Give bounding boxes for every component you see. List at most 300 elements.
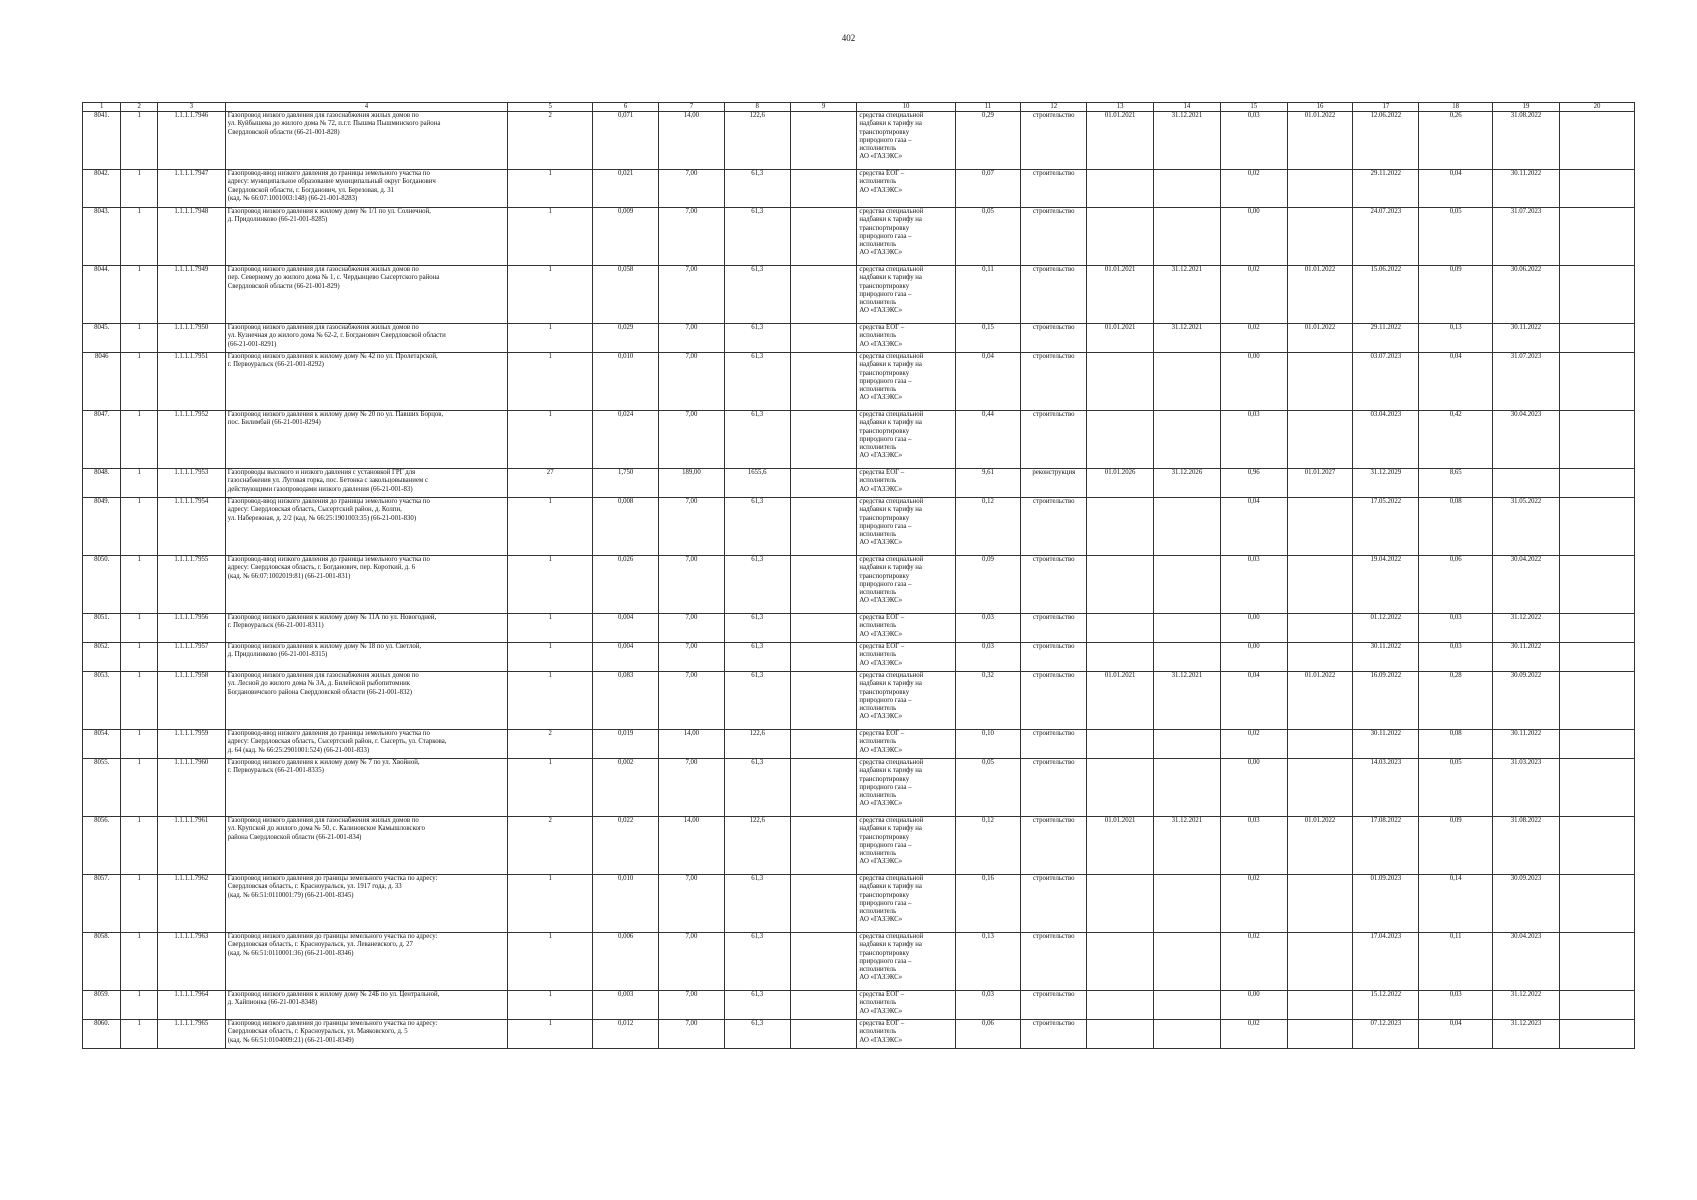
table-cell: 0,02 [1220, 324, 1287, 353]
table-cell: 31.03.2023 [1493, 759, 1560, 817]
table-cell: 1.1.1.1.7946 [157, 112, 225, 170]
table-cell: 0,02 [1220, 933, 1287, 991]
table-cell: строительство [1021, 556, 1087, 614]
table-cell: 8051. [83, 614, 121, 643]
table-cell: 07.12.2023 [1353, 1020, 1419, 1049]
table-cell: строительство [1021, 933, 1087, 991]
table-cell [1154, 614, 1221, 643]
table-cell [790, 730, 857, 759]
column-header: 13 [1087, 103, 1154, 112]
column-number-header-row [83, 103, 1635, 112]
table-cell: 01.01.2022 [1287, 266, 1353, 324]
table-cell: 0,32 [955, 672, 1021, 730]
table-cell: 01.09.2023 [1353, 875, 1419, 933]
table-cell [1559, 672, 1634, 730]
table-cell: 1.1.1.1.7953 [157, 469, 225, 498]
table-cell: 1 [121, 614, 157, 643]
table-cell: 61,3 [724, 759, 790, 817]
column-header: 16 [1287, 103, 1353, 112]
table-cell: 1.1.1.1.7952 [157, 411, 225, 469]
object-description-cell: Газопровод низкого давления для газоснабжения жилых домов по ул. Кузнечная до жилого дома № 62-2, г. Богданович Свердловской области (66-21-001-8291) [225, 324, 507, 353]
table-cell [1154, 353, 1221, 411]
table-cell: 1 [508, 875, 593, 933]
table-cell [790, 266, 857, 324]
table-cell: 0,28 [1419, 672, 1493, 730]
table-cell: 0,08 [1419, 730, 1493, 759]
table-cell: 1.1.1.1.7950 [157, 324, 225, 353]
table-cell: 0,04 [1419, 353, 1493, 411]
page-number: 402 [841, 33, 856, 43]
table-cell: 1.1.1.1.7954 [157, 498, 225, 556]
table-cell [1154, 643, 1221, 672]
table-cell: 31.12.2026 [1154, 469, 1221, 498]
table-cell [1087, 353, 1154, 411]
table-cell [790, 933, 857, 991]
funding-source-cell: средства ЕОГ – исполнитель АО «ГАЗЭКС» [857, 643, 955, 672]
table-cell: 0,06 [955, 1020, 1021, 1049]
table-cell: 17.04.2023 [1353, 933, 1419, 991]
table-cell: строительство [1021, 324, 1087, 353]
table-cell: 61,3 [724, 1020, 790, 1049]
table-cell: 0,02 [1220, 266, 1287, 324]
table-cell: 0,03 [955, 643, 1021, 672]
table-cell: 14.03.2023 [1353, 759, 1419, 817]
table-cell: 30.11.2022 [1493, 730, 1560, 759]
table-cell [1087, 614, 1154, 643]
table-cell [1154, 556, 1221, 614]
table-cell [1154, 759, 1221, 817]
table-cell: 0,029 [593, 324, 659, 353]
table-cell: 1.1.1.1.7961 [157, 817, 225, 875]
table-cell: 1 [508, 556, 593, 614]
table-cell: 7,00 [659, 614, 725, 643]
table-cell [1087, 556, 1154, 614]
table-cell: 1.1.1.1.7960 [157, 759, 225, 817]
table-cell: 31.12.2022 [1493, 614, 1560, 643]
table-cell: 8049. [83, 498, 121, 556]
table-cell: 7,00 [659, 498, 725, 556]
table-cell: 01.01.2021 [1087, 817, 1154, 875]
table-cell: 0,12 [955, 498, 1021, 556]
funding-source-cell: средства ЕОГ – исполнитель АО «ГАЗЭКС» [857, 730, 955, 759]
table-cell: 61,3 [724, 324, 790, 353]
table-cell: строительство [1021, 672, 1087, 730]
table-row [83, 353, 1635, 411]
table-cell: 0,03 [1220, 112, 1287, 170]
table-cell: 0,11 [1419, 933, 1493, 991]
table-cell: 0,03 [955, 991, 1021, 1020]
table-cell: строительство [1021, 498, 1087, 556]
table-cell: 1.1.1.1.7949 [157, 266, 225, 324]
table-cell [1559, 933, 1634, 991]
column-header: 7 [659, 103, 725, 112]
funding-source-cell: средства специальной надбавки к тарифу на транспортировку природного газа – исполнитель АО «ГАЗЭКС» [857, 112, 955, 170]
table-cell: 1 [121, 498, 157, 556]
funding-source-cell: средства ЕОГ – исполнитель АО «ГАЗЭКС» [857, 1020, 955, 1049]
table-cell: 61,3 [724, 266, 790, 324]
table-cell: 0,14 [1419, 875, 1493, 933]
table-cell [790, 498, 857, 556]
table-cell: 7,00 [659, 672, 725, 730]
table-cell [1559, 353, 1634, 411]
table-cell: 0,16 [955, 875, 1021, 933]
table-row [83, 112, 1635, 170]
table-cell: 0,002 [593, 759, 659, 817]
funding-source-cell: средства ЕОГ – исполнитель АО «ГАЗЭКС» [857, 469, 955, 498]
table-cell [1287, 170, 1353, 208]
table-cell: 8057. [83, 875, 121, 933]
table-cell: 7,00 [659, 353, 725, 411]
table-row [83, 469, 1635, 498]
table-row [83, 672, 1635, 730]
table-cell [1154, 170, 1221, 208]
table-cell: 31.12.2021 [1154, 112, 1221, 170]
funding-source-cell: средства ЕОГ – исполнитель АО «ГАЗЭКС» [857, 170, 955, 208]
table-cell: 7,00 [659, 556, 725, 614]
table-cell: 8048. [83, 469, 121, 498]
table-cell: 1 [121, 1020, 157, 1049]
table-cell: 61,3 [724, 643, 790, 672]
table-cell [1559, 208, 1634, 266]
table-cell: 0,004 [593, 614, 659, 643]
table-cell [1287, 643, 1353, 672]
column-header: 6 [593, 103, 659, 112]
table-cell [790, 672, 857, 730]
table-cell: 1 [508, 672, 593, 730]
table-cell [1287, 933, 1353, 991]
table-cell: 0,07 [955, 170, 1021, 208]
table-cell: 0,083 [593, 672, 659, 730]
table-cell [1287, 875, 1353, 933]
table-cell: 1.1.1.1.7965 [157, 1020, 225, 1049]
table-cell: 01.01.2021 [1087, 266, 1154, 324]
table-cell: 61,3 [724, 991, 790, 1020]
table-cell: 2 [508, 730, 593, 759]
table-cell [1559, 875, 1634, 933]
funding-source-cell: средства ЕОГ – исполнитель АО «ГАЗЭКС» [857, 991, 955, 1020]
funding-source-cell: средства специальной надбавки к тарифу на транспортировку природного газа – исполнитель АО «ГАЗЭКС» [857, 266, 955, 324]
table-cell: 1 [121, 730, 157, 759]
column-header: 11 [955, 103, 1021, 112]
table-cell [790, 759, 857, 817]
table-row [83, 643, 1635, 672]
column-header: 9 [790, 103, 857, 112]
column-header: 18 [1419, 103, 1493, 112]
table-cell: 0,04 [1419, 1020, 1493, 1049]
table-cell: 61,3 [724, 411, 790, 469]
table-cell: 1 [508, 1020, 593, 1049]
funding-source-cell: средства специальной надбавки к тарифу на транспортировку природного газа – исполнитель АО «ГАЗЭКС» [857, 672, 955, 730]
table-cell [1287, 208, 1353, 266]
table-cell: 1 [508, 614, 593, 643]
column-header: 20 [1559, 103, 1634, 112]
column-header: 5 [508, 103, 593, 112]
table-cell: 8052. [83, 643, 121, 672]
table-cell: 01.01.2021 [1087, 672, 1154, 730]
table-cell: 1 [121, 353, 157, 411]
table-cell [1087, 498, 1154, 556]
table-cell: 1 [121, 411, 157, 469]
table-cell [1087, 759, 1154, 817]
table-cell: 12.06.2022 [1353, 112, 1419, 170]
table-cell: 0,021 [593, 170, 659, 208]
funding-source-cell: средства специальной надбавки к тарифу на транспортировку природного газа – исполнитель АО «ГАЗЭКС» [857, 759, 955, 817]
table-cell [1087, 1020, 1154, 1049]
table-cell: 8053. [83, 672, 121, 730]
funding-source-cell: средства специальной надбавки к тарифу на транспортировку природного газа – исполнитель АО «ГАЗЭКС» [857, 875, 955, 933]
table-row [83, 170, 1635, 208]
table-cell: 1 [508, 324, 593, 353]
table-cell: 30.11.2022 [1493, 324, 1560, 353]
table-cell [790, 170, 857, 208]
table-cell [1493, 469, 1560, 498]
table-cell: 0,09 [1419, 266, 1493, 324]
table-cell [790, 614, 857, 643]
column-header: 1 [83, 103, 121, 112]
table-cell: 0,12 [955, 817, 1021, 875]
table-cell: 8045. [83, 324, 121, 353]
table-cell: 0,03 [1220, 817, 1287, 875]
table-cell: 0,02 [1220, 875, 1287, 933]
column-header: 14 [1154, 103, 1221, 112]
table-cell: 0,04 [1419, 170, 1493, 208]
table-cell: 1 [121, 875, 157, 933]
table-cell: 0,006 [593, 933, 659, 991]
table-cell [1559, 759, 1634, 817]
table-cell: 31.12.2021 [1154, 266, 1221, 324]
funding-source-cell: средства специальной надбавки к тарифу на транспортировку природного газа – исполнитель АО «ГАЗЭКС» [857, 208, 955, 266]
table-cell: 7,00 [659, 411, 725, 469]
table-cell: 1.1.1.1.7958 [157, 672, 225, 730]
table-cell: 2 [508, 112, 593, 170]
table-cell: 01.01.2022 [1287, 817, 1353, 875]
table-cell: 0,00 [1220, 208, 1287, 266]
table-cell: 1.1.1.1.7956 [157, 614, 225, 643]
table-cell: строительство [1021, 411, 1087, 469]
table-cell: 8047. [83, 411, 121, 469]
table-cell [1287, 411, 1353, 469]
table-cell: 1 [121, 469, 157, 498]
table-cell [1087, 875, 1154, 933]
table-cell: 0,00 [1220, 353, 1287, 411]
table-cell [1287, 614, 1353, 643]
table-cell: реконструкция [1021, 469, 1087, 498]
table-cell: 0,06 [1419, 556, 1493, 614]
table-cell: 29.11.2022 [1353, 324, 1419, 353]
table-cell: 1 [121, 556, 157, 614]
table-cell: 1 [508, 353, 593, 411]
table-cell: 1 [508, 991, 593, 1020]
table-cell: 30.09.2023 [1493, 875, 1560, 933]
table-cell [1287, 556, 1353, 614]
table-cell [1154, 208, 1221, 266]
table-cell: 2 [508, 817, 593, 875]
table-cell: строительство [1021, 643, 1087, 672]
table-cell: 8042. [83, 170, 121, 208]
funding-source-cell: средства специальной надбавки к тарифу на транспортировку природного газа – исполнитель АО «ГАЗЭКС» [857, 817, 955, 875]
table-cell [1559, 266, 1634, 324]
table-cell: 1.1.1.1.7957 [157, 643, 225, 672]
table-cell: строительство [1021, 817, 1087, 875]
table-cell: 0,058 [593, 266, 659, 324]
table-cell: 30.04.2022 [1493, 556, 1560, 614]
table-cell [1154, 933, 1221, 991]
table-cell [790, 875, 857, 933]
table-cell: строительство [1021, 208, 1087, 266]
table-cell: 7,00 [659, 991, 725, 1020]
object-description-cell: Газопровод низкого давления до границы земельного участка по адресу: Свердловская область, г. Красноуральск, ул. Леваневского, д. 27 (кад. № 66:51:0110001:36) (66-21-001-8346) [225, 933, 507, 991]
table-cell [1559, 643, 1634, 672]
table-cell: 0,03 [1419, 643, 1493, 672]
table-cell [1559, 730, 1634, 759]
table-cell: 7,00 [659, 170, 725, 208]
table-cell: 0,022 [593, 817, 659, 875]
table-cell: 0,03 [955, 614, 1021, 643]
table-cell: 0,012 [593, 1020, 659, 1049]
table-cell: 30.11.2022 [1353, 730, 1419, 759]
table-cell: 31.05.2022 [1493, 498, 1560, 556]
table-cell: 1.1.1.1.7962 [157, 875, 225, 933]
table-cell: 1 [508, 759, 593, 817]
table-cell: 1 [508, 643, 593, 672]
table-cell: 0,024 [593, 411, 659, 469]
table-cell: 61,3 [724, 875, 790, 933]
table-cell: 01.12.2022 [1353, 614, 1419, 643]
object-description-cell: Газопровод низкого давления к жилому дому № 11А по ул. Новогодней, г. Первоуральск (66-21-001-8311) [225, 614, 507, 643]
table-row [83, 556, 1635, 614]
table-cell: 61,3 [724, 498, 790, 556]
table-cell: 0,29 [955, 112, 1021, 170]
table-cell: 0,09 [955, 556, 1021, 614]
object-description-cell: Газопровод низкого давления до границы земельного участка по адресу: Свердловская область, г. Красноуральск, ул. 1917 года, д. 33 (кад. № 66:51:0110001:79) (66-21-001-8345) [225, 875, 507, 933]
table-cell: строительство [1021, 353, 1087, 411]
table-cell: 1 [121, 170, 157, 208]
table-cell: 8060. [83, 1020, 121, 1049]
table-cell: 8054. [83, 730, 121, 759]
table-cell: строительство [1021, 266, 1087, 324]
table-cell [790, 112, 857, 170]
table-cell: 0,008 [593, 498, 659, 556]
table-cell: 1.1.1.1.7955 [157, 556, 225, 614]
table-cell [1559, 817, 1634, 875]
table-cell: 7,00 [659, 933, 725, 991]
table-cell: 0,02 [1220, 1020, 1287, 1049]
table-cell: 0,03 [1220, 411, 1287, 469]
object-description-cell: Газопровод низкого давления для газоснабжения жилых домов по ул. Куйбышева до жилого дома № 72, п.г.т. Пышма Пышминского района Свердловской области (66-21-001-828) [225, 112, 507, 170]
table-cell: 0,00 [1220, 614, 1287, 643]
table-cell: 0,02 [1220, 730, 1287, 759]
table-cell [1287, 730, 1353, 759]
object-description-cell: Газопровод-ввод низкого давления до границы земельного участка по адресу: Свердловская область, Сысертский район, г. Сысерть, ул. Старкова, д. 64 (кад. № 66:25:2901001:524) (66-21-001-833) [225, 730, 507, 759]
table-cell [1559, 324, 1634, 353]
object-description-cell: Газопровод низкого давления для газоснабжения жилых домов по ул. Крупской до жилого дома № 50, с. Калиновское Камышловского района Свердловской области (66-21-001-834) [225, 817, 507, 875]
table-cell: 31.12.2022 [1493, 991, 1560, 1020]
table-cell: 31.07.2023 [1493, 208, 1560, 266]
table-cell: 30.11.2022 [1353, 643, 1419, 672]
table-cell: 14,00 [659, 817, 725, 875]
funding-source-cell: средства специальной надбавки к тарифу на транспортировку природного газа – исполнитель АО «ГАЗЭКС» [857, 933, 955, 991]
table-cell: 1 [508, 266, 593, 324]
table-row [83, 1020, 1635, 1049]
table-cell: 8059. [83, 991, 121, 1020]
table-cell: 31.08.2022 [1493, 817, 1560, 875]
table-cell: 1655,6 [724, 469, 790, 498]
table-cell: 15.06.2022 [1353, 266, 1419, 324]
table-cell: 01.01.2022 [1287, 324, 1353, 353]
table-cell: 0,96 [1220, 469, 1287, 498]
object-description-cell: Газопровод низкого давления к жилому дому № 42 по ул. Пролетарской, г. Первоуральск (66-21-001-8292) [225, 353, 507, 411]
table-cell [1287, 498, 1353, 556]
table-cell: 1.1.1.1.7948 [157, 208, 225, 266]
table-cell: 27 [508, 469, 593, 498]
table-cell: 0,071 [593, 112, 659, 170]
table-cell: 8044. [83, 266, 121, 324]
table-cell [1559, 469, 1634, 498]
table-cell: 0,08 [1419, 498, 1493, 556]
object-description-cell: Газопровод низкого давления к жилому дому № 24Б по ул. Центральной, д. Хайпионка (66-21-001-8348) [225, 991, 507, 1020]
table-cell [1154, 730, 1221, 759]
table-cell: 1 [121, 112, 157, 170]
table-cell [1559, 614, 1634, 643]
table-cell: 14,00 [659, 730, 725, 759]
table-row [83, 817, 1635, 875]
table-cell: 0,010 [593, 353, 659, 411]
object-description-cell: Газопровод-ввод низкого давления до границы земельного участка по адресу: муниципальное образование муниципальный округ Богданович Свердловской области, г. Богданович, ул. Березовая, д. 31 (кад. № 66:07:1001003:148) (66-21-001-8283) [225, 170, 507, 208]
table-cell: 0,04 [1220, 498, 1287, 556]
table-cell: 1 [121, 759, 157, 817]
table-cell: 1 [121, 672, 157, 730]
table-cell [790, 411, 857, 469]
table-cell: 0,019 [593, 730, 659, 759]
table-cell: 19.04.2022 [1353, 556, 1419, 614]
table-cell [1287, 353, 1353, 411]
table-cell: 01.01.2022 [1287, 672, 1353, 730]
table-cell: 1.1.1.1.7951 [157, 353, 225, 411]
table-cell: 30.11.2022 [1493, 643, 1560, 672]
table-cell [790, 1020, 857, 1049]
table-cell: 0,03 [1419, 614, 1493, 643]
table-cell: 0,009 [593, 208, 659, 266]
table-row [83, 730, 1635, 759]
table-cell: 8050. [83, 556, 121, 614]
table-cell: 0,15 [955, 324, 1021, 353]
column-header: 8 [724, 103, 790, 112]
table-cell: 0,003 [593, 991, 659, 1020]
table-cell: 7,00 [659, 643, 725, 672]
object-description-cell: Газопровод низкого давления к жилому дому № 7 по ул. Хвойной, г. Первоуральск (66-21-001-8335) [225, 759, 507, 817]
table-cell: 1 [508, 933, 593, 991]
table-cell: 31.12.2023 [1493, 1020, 1560, 1049]
table-cell: 0,05 [1419, 208, 1493, 266]
table-cell: 0,010 [593, 875, 659, 933]
table-cell: 0,04 [955, 353, 1021, 411]
table-cell: 9,61 [955, 469, 1021, 498]
table-row [83, 614, 1635, 643]
table-cell: 0,04 [1220, 672, 1287, 730]
register-table-container [82, 102, 1635, 1049]
table-cell: 61,3 [724, 170, 790, 208]
table-cell: 122,6 [724, 112, 790, 170]
table-cell [790, 353, 857, 411]
table-cell: 31.12.2021 [1154, 672, 1221, 730]
table-cell: 1,750 [593, 469, 659, 498]
table-cell: 8041. [83, 112, 121, 170]
table-cell: строительство [1021, 759, 1087, 817]
table-cell [790, 991, 857, 1020]
table-cell: 0,13 [955, 933, 1021, 991]
table-cell: 0,00 [1220, 643, 1287, 672]
table-cell: строительство [1021, 1020, 1087, 1049]
